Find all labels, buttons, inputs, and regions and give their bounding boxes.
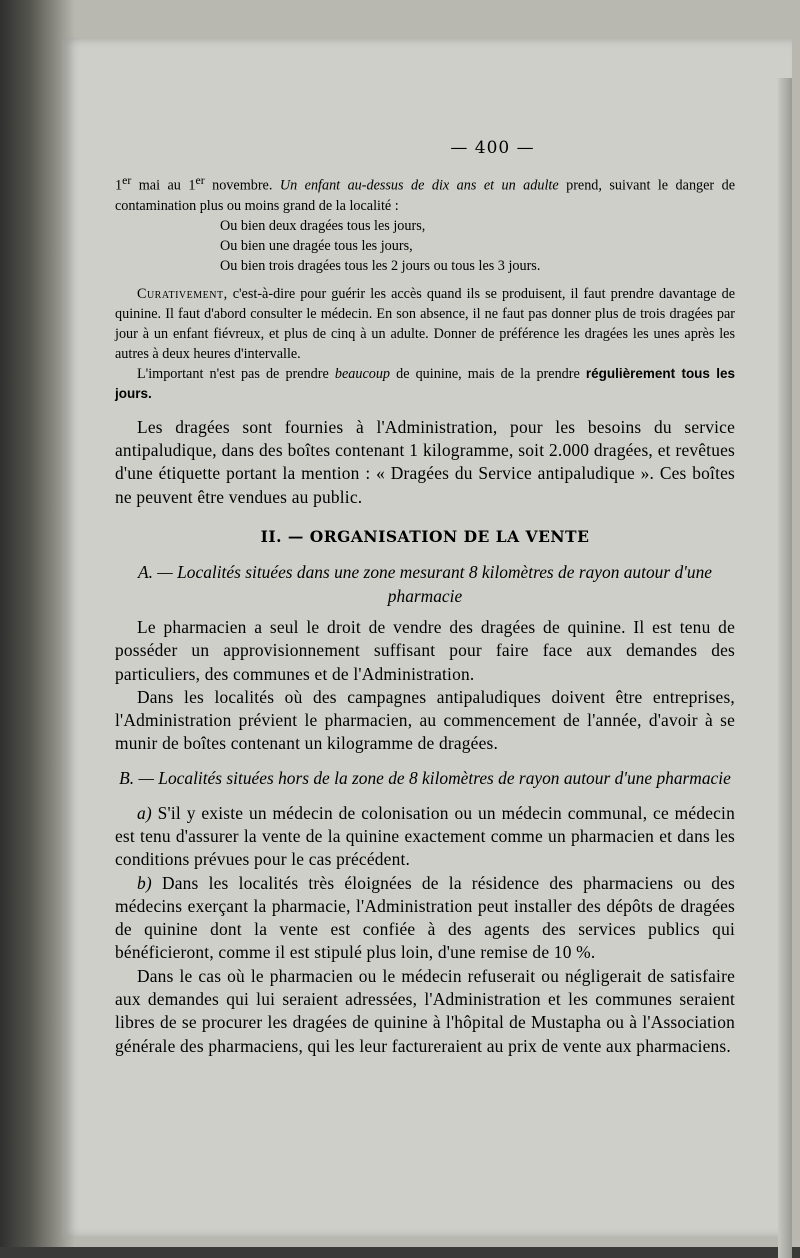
important-paragraph: L'important n'est pas de prendre beaucoup de quinine, mais de la prendre régulièrement tous les jours. [115, 365, 735, 401]
boxes-paragraph: Les dragées sont fournies à l'Administration, pour les besoins du service antipaludique, dans des boîtes contenant 1 kilogramme, soit 2.000 dragées, et revêtues d'une étiquette portant la mention : « Dragées du Service antipaludique ». Ces boîtes ne peuvent être vendues au public. [115, 416, 735, 507]
paragraph-b-a: a) S'il y existe un médecin de colonisation ou un médecin communal, ce médecin est tenu d'assurer la vente de la quinine exactement comme un pharmacien et dans les conditions prévues pour le cas précédent. [115, 802, 735, 870]
curative-paragraph: Curativement, c'est-à-dire pour guérir les accès quand ils se produisent, il faut prendre davantage de quinine. Il faut d'abord consulter le médecin. En son absence, il ne faut pas donner plus de trois dragées par jour à un enfant fiévreux, et plus de cinq à un adulte. Donner de préférence les dragées les unes après les autres à deux heures d'intervalle. [115, 285, 735, 362]
subsection-b-title: B. — Localités situées hors de la zone de 8 kilomètres de rayon autour d'une pharmacie [119, 767, 731, 788]
page-number: — 400 — [450, 138, 535, 158]
subsection-a-title: A. — Localités situées dans une zone mesurant 8 kilomètres de rayon autour d'une pharmacie [137, 561, 712, 606]
page-content [115, 138, 735, 1058]
paragraph-b-c: Dans le cas où le pharmacien ou le médecin refuserait ou négligerait de satisfaire aux demandes qui lui seraient adressées, l'Administration et les communes seraient libres de se procurer les dragées de quinine à l'hôpital de Mustapha ou à l'Association générale des pharmaciens, qui les leur factureraient au prix de vente aux pharmaciens. [115, 965, 735, 1056]
dosage-option: Ou bien deux dragées tous les jours, [220, 217, 426, 234]
page-right-edge [778, 78, 792, 1258]
paragraph-b-b: b) Dans les localités très éloignées de la résidence des pharmaciens ou des médecins exerçant la pharmacie, l'Administration peut installer des dépôts de dragées de quinine dont la vente est confiée à des agents des services publics qui bénéficieront, comme il est stipulé plus loin, d'une remise de 10 %. [115, 872, 735, 963]
dosage-paragraph: 1er mai au 1er novembre. Un enfant au-dessus de dix ans et un adulte prend, suivant le danger de contamination plus ou moins grand de la localité : [115, 173, 736, 214]
dosage-options [220, 216, 735, 276]
paragraph-a1: Le pharmacien a seul le droit de vendre des dragées de quinine. Il est tenu de posséder un approvisionnement suffisant pour faire face aux demandes des particuliers, des communes et de l'Administration. [115, 616, 735, 684]
dosage-option: Ou bien trois dragées tous les 2 jours ou tous les 3 jours. [220, 257, 541, 274]
dosage-option: Ou bien une dragée tous les jours, [220, 237, 413, 254]
paragraph-a2: Dans les localités où des campagnes antipaludiques doivent être entreprises, l'Administration prévient le pharmacien, au commencement de l'année, d'avoir à se munir de boîtes contenant un kilogramme de dragées. [115, 686, 735, 754]
section-title: II. — ORGANISATION DE LA VENTE [260, 526, 590, 546]
